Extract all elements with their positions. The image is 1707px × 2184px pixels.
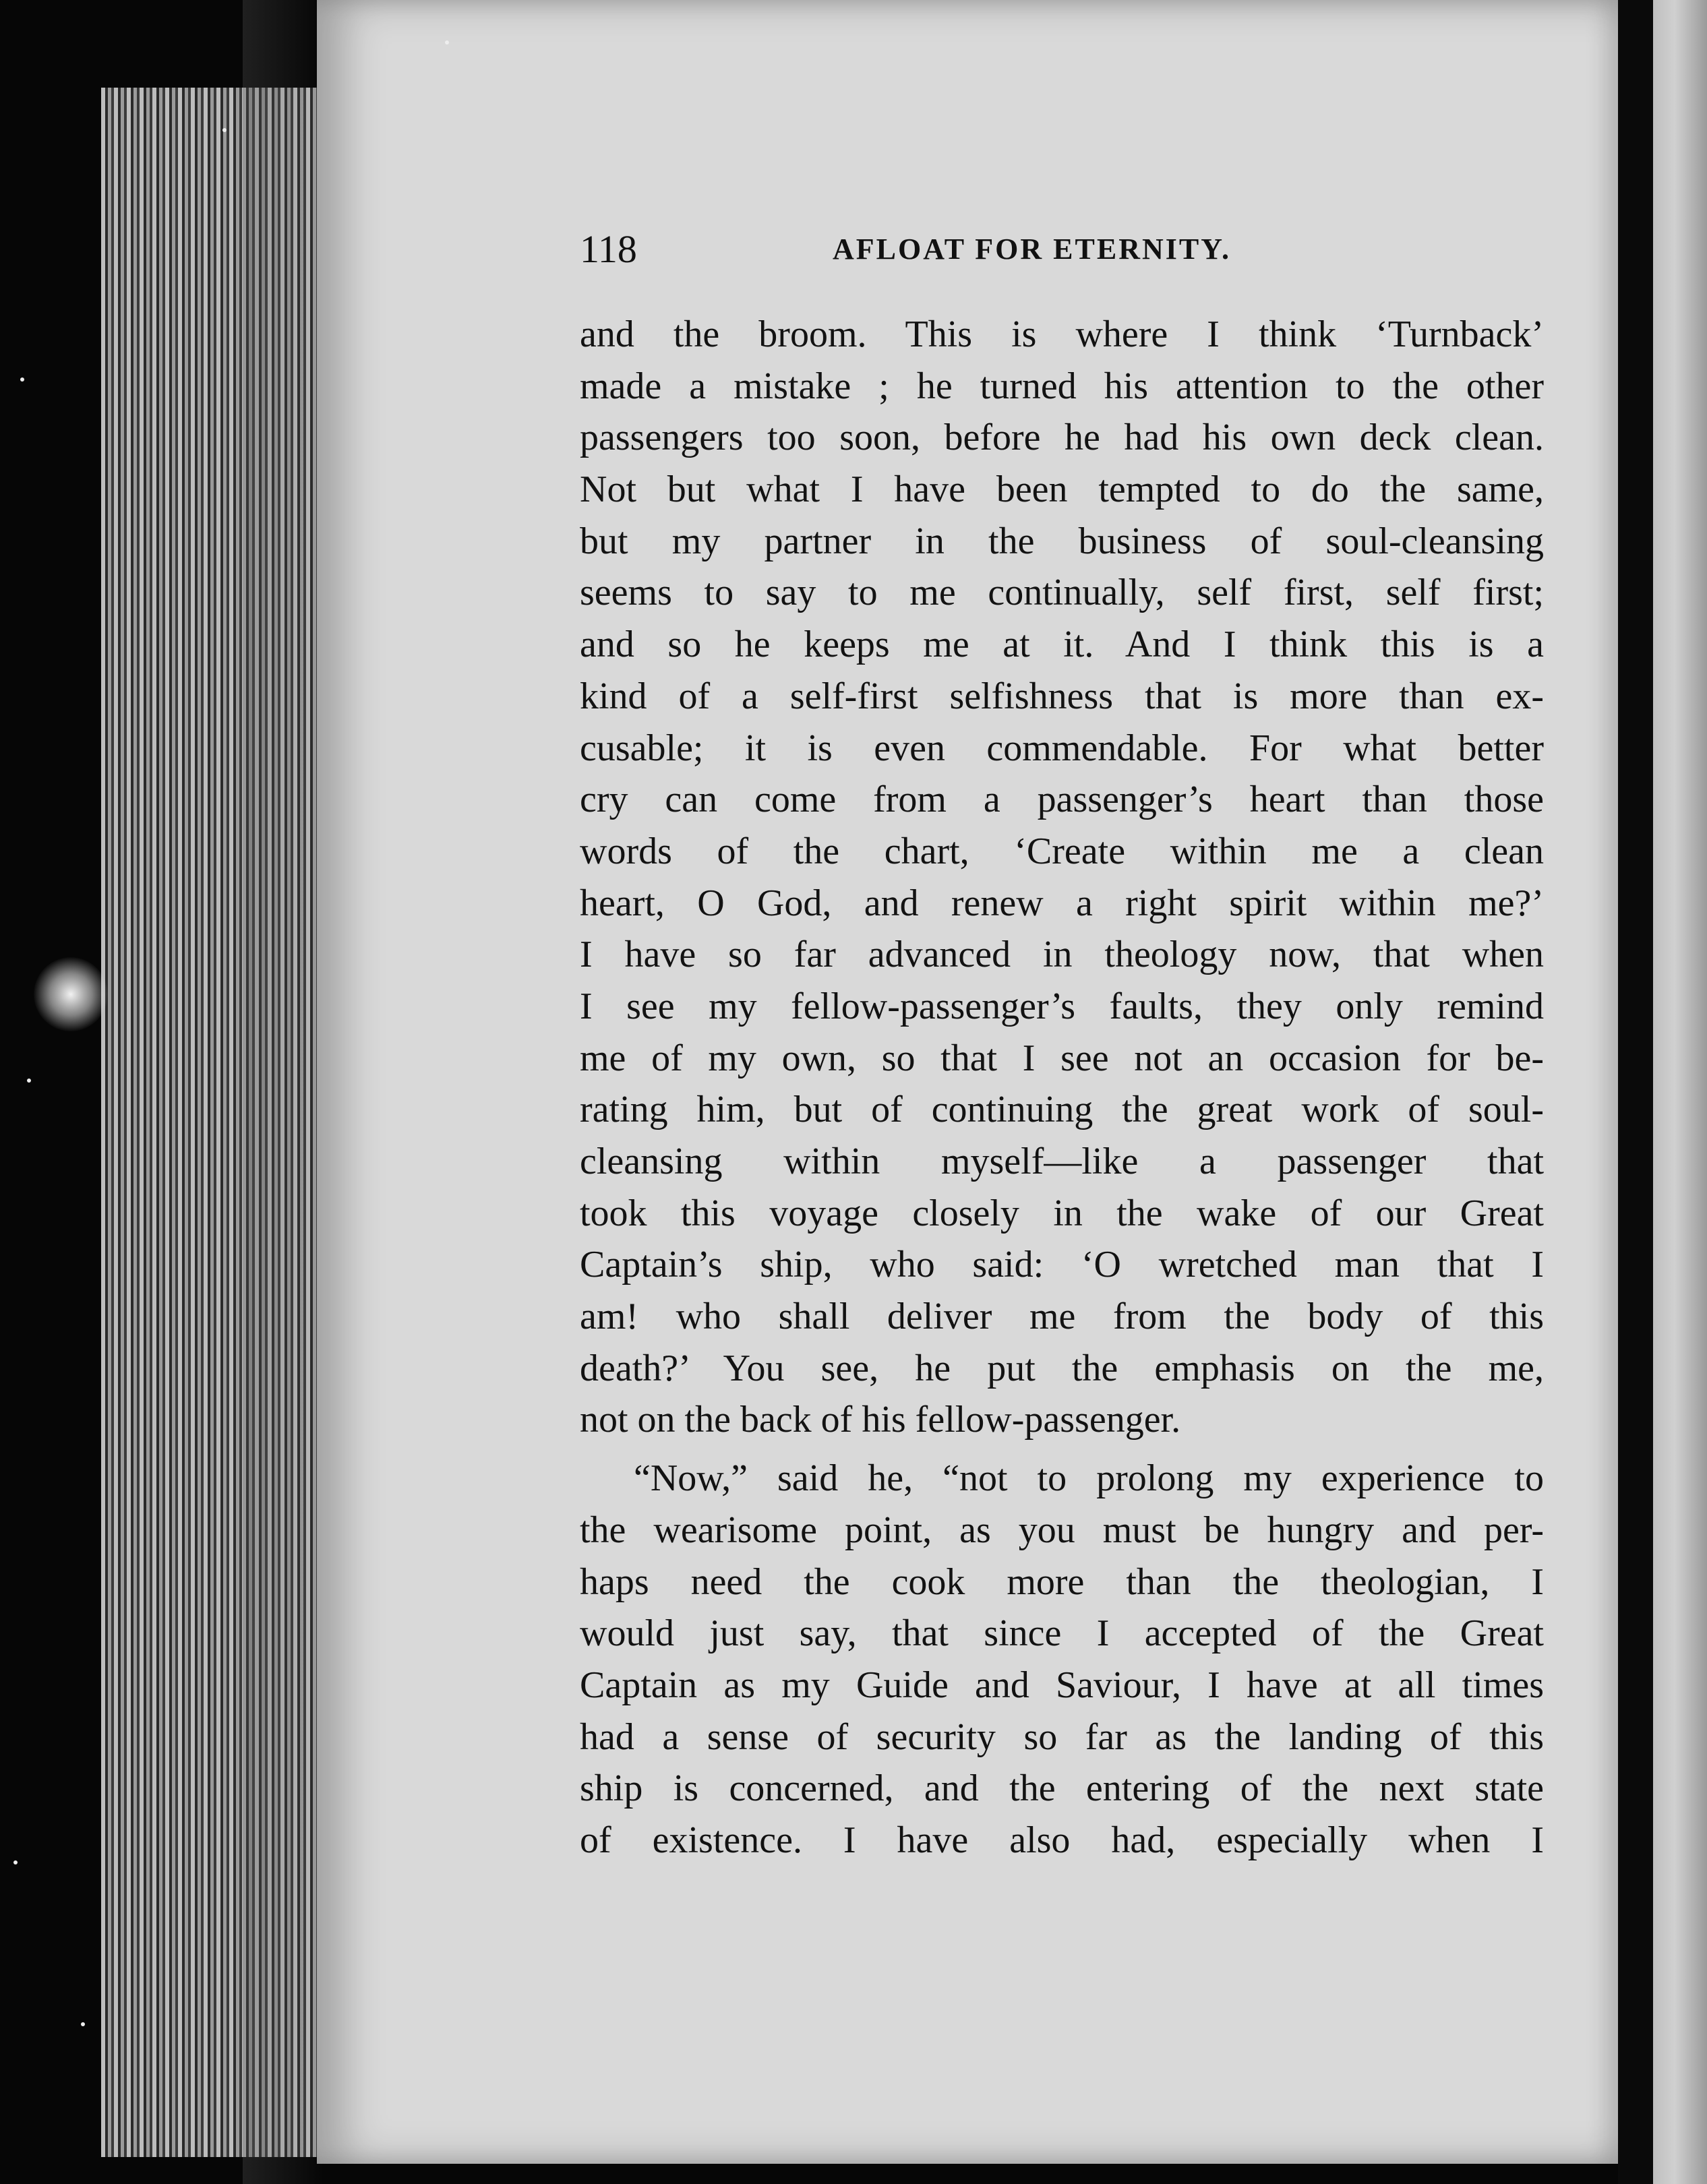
text-line: ship is concerned, and the entering of the next state [580, 1767, 1544, 1810]
text-line: had a sense of security so far as the landing of this [580, 1716, 1544, 1758]
text-line: kind of a self-first selfishness that is more than ex- [580, 675, 1544, 717]
text-line: passengers too soon, before he had his own deck clean. [580, 417, 1544, 459]
page-number: 118 [580, 227, 637, 271]
text-line: Captain as my Guide and Saviour, I have at all times [580, 1664, 1544, 1706]
scan-speck [20, 377, 24, 382]
text-line: I see my fellow-passenger’s faults, they only remind [580, 985, 1544, 1027]
text-line: made a mistake ; he turned his attention to the other [580, 365, 1544, 407]
text-line: heart, O God, and renew a right spirit within me?’ [580, 882, 1544, 924]
text-line: cusable; it is even commendable. For what better [580, 727, 1544, 769]
text-line: Captain’s ship, who said: ‘O wretched man that I [580, 1244, 1544, 1286]
running-title: AFLOAT FOR ETERNITY. [833, 233, 1231, 266]
text-line: haps need the cook more than the theologian, I [580, 1560, 1544, 1603]
text-line: me of my own, so that I see not an occasion for be- [580, 1037, 1544, 1079]
text-line: cleansing within myself—like a passenger that [580, 1141, 1544, 1182]
text-line: would just say, that since I accepted of the Great [580, 1612, 1544, 1655]
text-line: death?’ You see, he put the emphasis on the me, [580, 1347, 1544, 1389]
facing-page-edge [1653, 0, 1707, 2184]
text-line: rating him, but of continuing the great work of soul- [580, 1089, 1544, 1131]
text-line: Not but what I have been tempted to do the same, [580, 468, 1544, 511]
binding-gap [1618, 0, 1653, 2184]
body-text [580, 309, 1544, 1867]
scan-speck [27, 1079, 31, 1083]
text-line: and the broom. This is where I think ‘Turnback’ [580, 313, 1544, 355]
gutter-shadow [243, 0, 324, 2184]
scan-speck [222, 128, 227, 132]
paragraph [580, 309, 1544, 1446]
scan-speck [13, 1860, 18, 1864]
page-header [580, 226, 1274, 273]
text-line: I have so far advanced in theology now, that when [580, 934, 1544, 976]
text-line: and so he keeps me at it. And I think this is a [580, 624, 1544, 666]
text-line: am! who shall deliver me from the body of this [580, 1296, 1544, 1338]
scan-speck [445, 40, 449, 44]
text-line: but my partner in the business of soul-cleansing [580, 520, 1544, 562]
text-line: not on the back of his fellow-passenger. [580, 1399, 1181, 1441]
text-line: “Now,” said he, “not to prolong my experience to [634, 1457, 1544, 1500]
scan-speck [81, 2022, 85, 2026]
text-line: seems to say to me continually, self first, self first; [580, 572, 1544, 614]
text-line: of existence. I have also had, especially when I [580, 1819, 1544, 1861]
text-line: cry can come from a passenger’s heart than those [580, 779, 1544, 821]
text-line: words of the chart, ‘Create within me a clean [580, 830, 1544, 872]
text-line: took this voyage closely in the wake of our Great [580, 1192, 1544, 1234]
paragraph [580, 1453, 1544, 1867]
scan-glare-spot [34, 957, 108, 1031]
text-line: the wearisome point, as you must be hungry and per- [580, 1509, 1544, 1551]
